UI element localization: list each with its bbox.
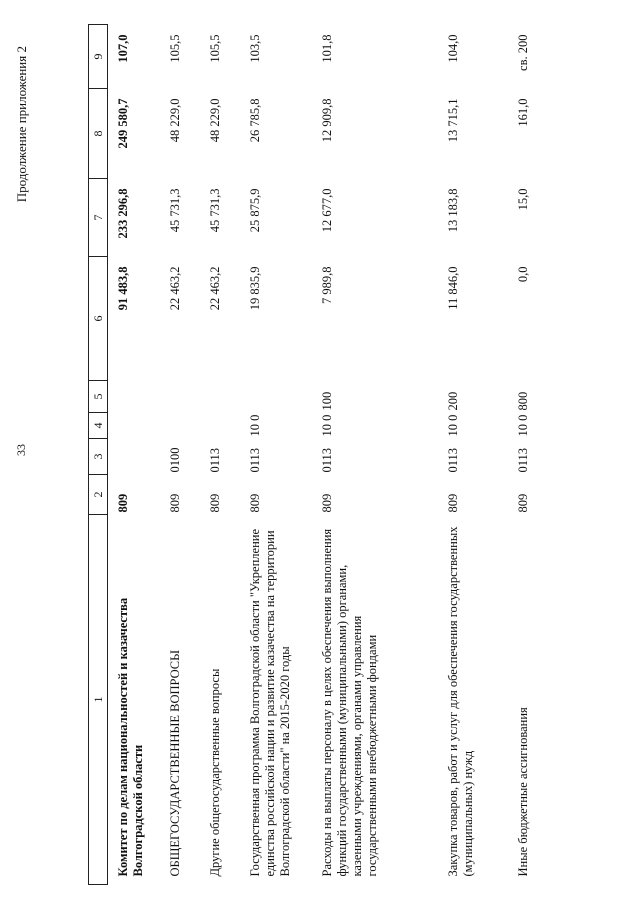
cell-ministry: 809	[446, 493, 460, 513]
cell-value-8: 12 909,8	[320, 98, 334, 143]
table-row	[166, 25, 206, 885]
table-row	[514, 25, 546, 885]
cell-section: 0113	[320, 447, 334, 473]
cell-value-6: 19 835,9	[248, 266, 262, 311]
row-name: Закупка товаров, работ и услуг для обеспечения государственных (муниципальных) нужд	[446, 526, 475, 877]
cell-program	[166, 413, 206, 439]
cell-value-7: 45 731,3	[208, 188, 222, 233]
cell-value-6: 0,0	[516, 266, 530, 283]
cell-value-6: 22 463,2	[168, 266, 182, 311]
cell-value-8: 161,0	[516, 98, 530, 127]
cell-value-8: 48 229,0	[168, 98, 182, 143]
cell-ministry: 809	[516, 493, 530, 513]
cell-value-7: 45 731,3	[168, 188, 182, 233]
cell-program	[206, 413, 246, 439]
cell-ministry: 809	[320, 493, 334, 513]
column-header: 9	[89, 25, 108, 89]
cell-value-8: 13 715,1	[446, 98, 460, 143]
row-name: Расходы на выплаты персоналу в целях обеспечения выполнения функций государственными (муниципальными) органами, казенными учреждениями, органами управления государственными внебюджетными фондами	[320, 528, 379, 877]
cell-section: 0113	[446, 447, 460, 473]
cell-value-9: 104,0	[446, 34, 460, 63]
row-name: Комитет по делам национальностей и казачества Волгоградской области	[116, 597, 145, 877]
cell-section: 0113	[208, 447, 222, 473]
page-number: 33	[14, 444, 28, 456]
table-row	[318, 25, 444, 885]
row-name: Государственная программа Волгоградской области "Укрепление единства российской нации и развитие казачества на территории Волгоградской области" на 2015-2020 годы	[248, 528, 292, 877]
cell-ministry: 809	[248, 493, 262, 513]
column-header: 8	[89, 89, 108, 179]
cell-expense-type	[166, 381, 206, 413]
cell-value-9: 105,5	[208, 34, 222, 63]
column-header: 1	[89, 515, 108, 885]
cell-value-9: св. 200	[516, 34, 530, 71]
column-header: 3	[89, 439, 108, 475]
table-row	[108, 25, 167, 885]
column-header: 2	[89, 475, 108, 515]
table-row	[246, 25, 318, 885]
cell-expense-type	[246, 381, 318, 413]
cell-value-9: 103,5	[248, 34, 262, 63]
column-header: 7	[89, 179, 108, 257]
row-name: ОБЩЕГОСУДАРСТВЕННЫЕ ВОПРОСЫ	[168, 649, 182, 877]
cell-value-6: 11 846,0	[446, 266, 460, 310]
row-name: Иные бюджетные ассигнования	[516, 707, 530, 877]
cell-expense-type	[108, 381, 167, 413]
cell-program: 10 0	[320, 414, 334, 437]
budget-table	[88, 24, 546, 885]
cell-value-6: 7 989,8	[320, 266, 334, 304]
cell-value-7: 13 183,8	[446, 188, 460, 233]
cell-program	[108, 413, 167, 439]
cell-expense-type: 200	[446, 391, 460, 411]
cell-value-8: 26 785,8	[248, 98, 262, 143]
cell-expense-type	[206, 381, 246, 413]
cell-value-9: 107,0	[116, 34, 130, 63]
cell-section	[108, 439, 167, 475]
cell-section: 0113	[516, 447, 530, 473]
cell-value-6: 91 483,8	[116, 266, 130, 311]
cell-value-7: 25 875,9	[248, 188, 262, 233]
row-name: Другие общегосударственные вопросы	[208, 668, 222, 877]
table-row	[444, 25, 514, 885]
cell-ministry: 809	[168, 493, 182, 513]
cell-expense-type: 800	[516, 391, 530, 411]
cell-value-7: 15,0	[516, 188, 530, 211]
cell-expense-type: 100	[320, 391, 334, 411]
cell-value-8: 48 229,0	[208, 98, 222, 143]
cell-value-6: 22 463,2	[208, 266, 222, 311]
cell-value-8: 249 580,7	[116, 98, 130, 149]
cell-program: 10 0	[446, 414, 460, 437]
cell-section: 0113	[248, 447, 262, 473]
cell-section: 0100	[168, 447, 182, 473]
cell-program: 10 0	[516, 414, 530, 437]
column-number-row	[89, 25, 108, 885]
continuation-caption: Продолжение приложения 2	[14, 46, 29, 203]
cell-value-7: 233 296,8	[116, 188, 130, 239]
table-row	[206, 25, 246, 885]
cell-value-7: 12 677,0	[320, 188, 334, 233]
cell-program: 10 0	[248, 414, 262, 437]
cell-value-9: 101,8	[320, 34, 334, 63]
column-header: 4	[89, 413, 108, 439]
column-header: 6	[89, 257, 108, 381]
cell-ministry: 809	[116, 493, 130, 513]
cell-ministry: 809	[208, 493, 222, 513]
cell-value-9: 105,5	[168, 34, 182, 63]
column-header: 5	[89, 381, 108, 413]
